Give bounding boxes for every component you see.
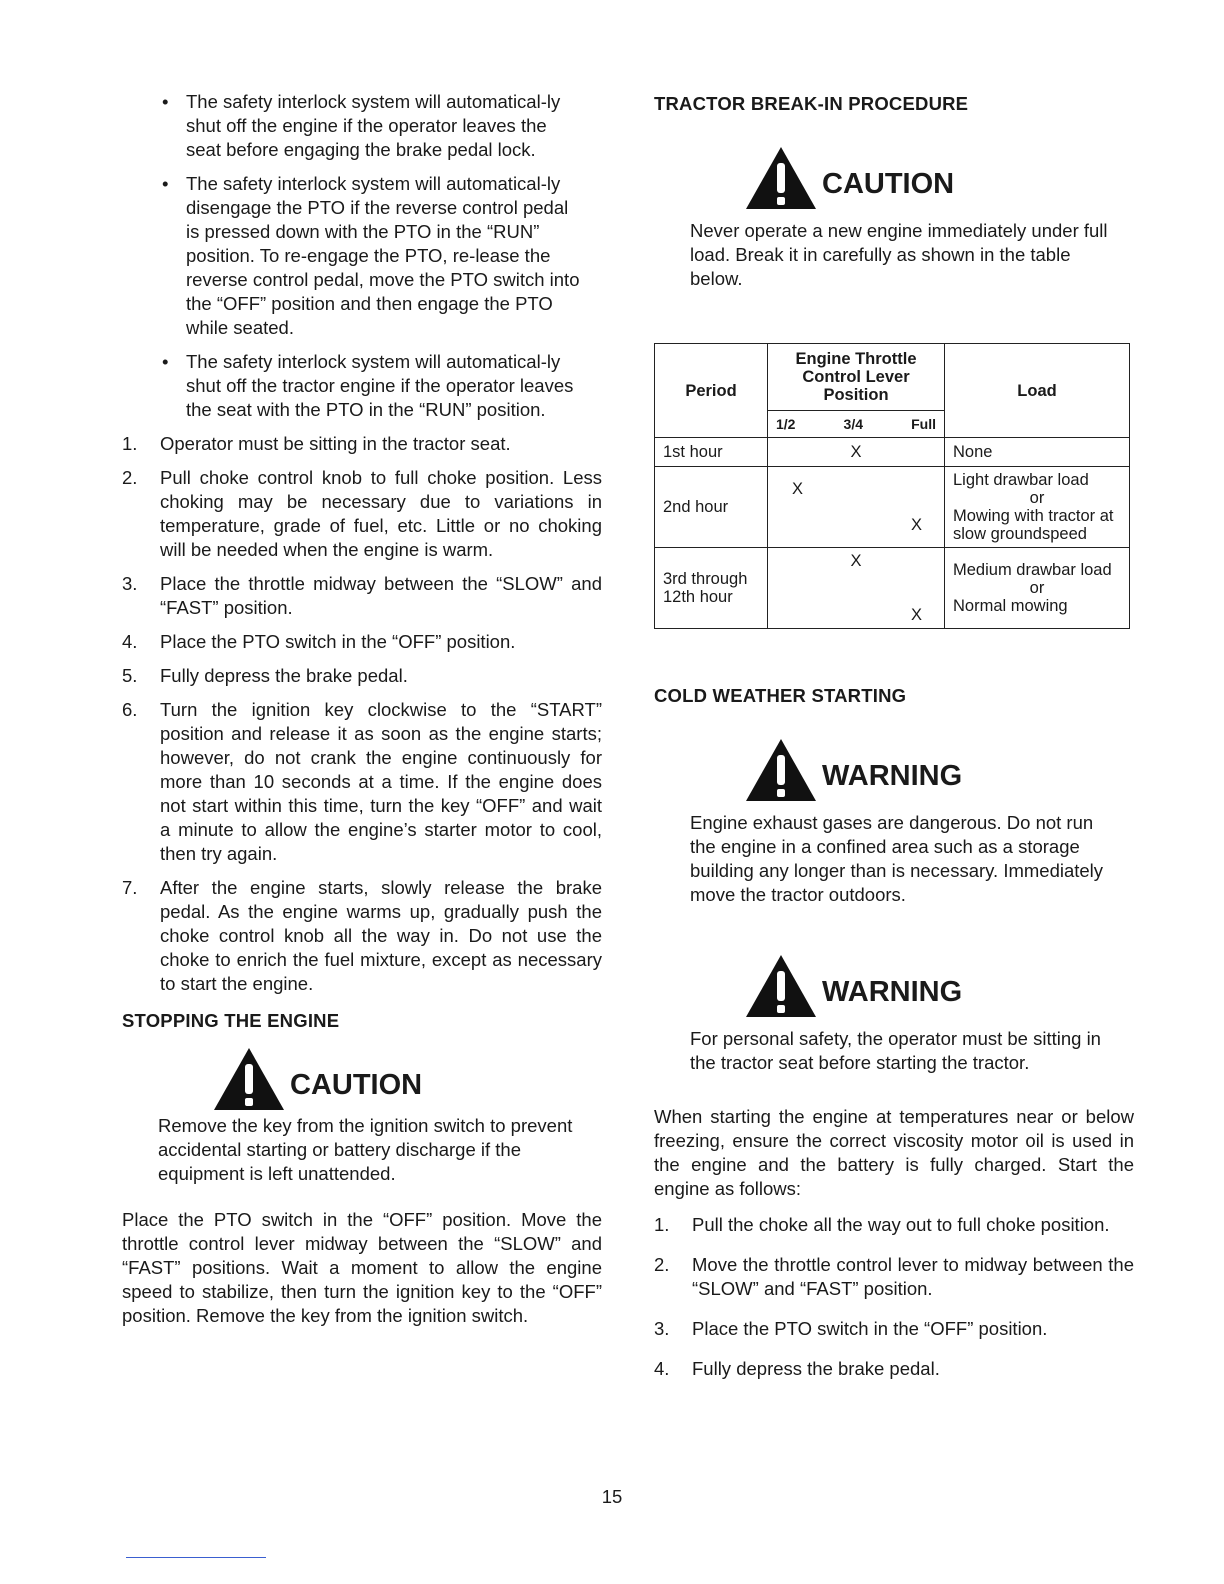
- left-column: [122, 90, 602, 1328]
- list-item: 1. Operator must be sitting in the tractor seat.: [122, 433, 511, 454]
- caution-text: Remove the key from the ignition switch to prevent accidental starting or battery discharge if the equipment is left unattended.: [158, 1115, 573, 1184]
- warning-label: WARNING: [822, 760, 963, 792]
- table-row: 3rd through 12th hour X X Medium drawbar load or Normal mowing: [655, 548, 1130, 629]
- right-column: [654, 90, 1134, 1397]
- list-item: 4. Fully depress the brake pedal.: [654, 1358, 940, 1379]
- list-item: 3. Place the PTO switch in the “OFF” position.: [654, 1318, 1048, 1339]
- throttle-sub-header: 1/2 3/4 Full: [768, 411, 945, 438]
- list-item: 5. Fully depress the brake pedal.: [122, 665, 408, 686]
- warning-text: For personal safety, the operator must be sitting in the tractor seat before starting the tractor.: [690, 1028, 1101, 1073]
- list-item: • The safety interlock system will automatical-ly disengage the PTO if the reverse control pedal is pressed down with the PTO in the “RUN” position. To re-engage the PTO, re-lease the reverse control pedal, move the PTO switch into the “OFF” position and then engage the PTO while seated.: [162, 173, 580, 338]
- starting-steps-list: [122, 432, 602, 996]
- warning-triangle-icon: [744, 737, 818, 803]
- list-item: 2. Pull choke control knob to full choke position. Less choking may be necessary due to variations in temperature, grade of fuel, etc. Little or no choking will be needed when the engine is warm.: [122, 467, 602, 560]
- list-item: 7. After the engine starts, slowly release the brake pedal. As the engine warms up, gradually push the choke control knob all the way in. Do not use the choke to enrich the fuel mixture, except as necessary to start the engine.: [122, 877, 602, 994]
- caution-alert: [212, 1042, 602, 1112]
- warning-triangle-icon: [744, 953, 818, 1019]
- warning-text: Engine exhaust gases are dangerous. Do not run the engine in a confined area such as a storage building any longer than is necessary. Immediately move the tractor outdoors.: [690, 812, 1104, 905]
- caution-label: CAUTION: [822, 168, 955, 200]
- list-item: 1. Pull the choke all the way out to full choke position.: [654, 1214, 1110, 1235]
- cold-weather-body: When starting the engine at temperatures near or below freezing, ensure the correct viscosity motor oil is used in the engine and the battery is fully charged. Start the engine as follows:: [654, 1106, 1134, 1199]
- list-item: • The safety interlock system will automatical-ly shut off the engine if the operator leaves the seat before engaging the brake pedal lock.: [162, 91, 561, 160]
- caution-alert: [744, 141, 1134, 211]
- caution-label: CAUTION: [290, 1069, 423, 1101]
- table-row: 2nd hour X X Light drawbar load or Mowing with tractor at slow groundspeed: [655, 467, 1130, 548]
- list-item: • The safety interlock system will automatical-ly shut off the tractor engine if the operator leaves the seat with the PTO in the “RUN” position.: [162, 351, 574, 420]
- table-header-throttle: Engine Throttle Control Lever Position: [768, 344, 945, 411]
- warning-triangle-icon: [212, 1046, 286, 1112]
- warning-alert: [744, 733, 1134, 803]
- cold-weather-heading: COLD WEATHER STARTING: [654, 685, 907, 706]
- stopping-engine-heading: STOPPING THE ENGINE: [122, 1010, 340, 1031]
- cold-steps-list: [654, 1213, 1134, 1381]
- table-header-period: Period: [655, 344, 768, 438]
- list-item: 2. Move the throttle control lever to midway between the “SLOW” and “FAST” position.: [654, 1254, 1134, 1299]
- warning-alert: [744, 949, 1134, 1019]
- bottom-divider: [126, 1557, 266, 1558]
- table-header-load: Load: [945, 344, 1130, 438]
- list-item: 6. Turn the ignition key clockwise to the “START” position and release it as soon as the engine starts; however, do not crank the engine continuously for more than 10 seconds at a time. If the engine does not start within this time, turn the key “OFF” and wait a minute to allow the engine’s starter motor to cool, then try again.: [122, 699, 602, 864]
- table-row: 1st hour X None: [655, 438, 1130, 467]
- list-item: 3. Place the throttle midway between the “SLOW” and “FAST” position.: [122, 573, 602, 618]
- list-item: 4. Place the PTO switch in the “OFF” position.: [122, 631, 516, 652]
- break-in-heading: TRACTOR BREAK-IN PROCEDURE: [654, 93, 969, 114]
- warning-triangle-icon: [744, 145, 818, 211]
- stopping-body-text: Place the PTO switch in the “OFF” position. Move the throttle control lever midway between the “SLOW” and “FAST” positions. Wait a moment to allow the engine speed to stabilize, then turn the ignition key to the “OFF” position. Remove the key from the ignition switch.: [122, 1209, 602, 1326]
- caution-text: Never operate a new engine immediately under full load. Break it in carefully as shown in the table below.: [690, 220, 1108, 289]
- break-in-table: [654, 343, 1130, 629]
- page-number: 15: [601, 1486, 623, 1507]
- interlock-bullet-list: [162, 90, 582, 422]
- warning-label: WARNING: [822, 976, 963, 1008]
